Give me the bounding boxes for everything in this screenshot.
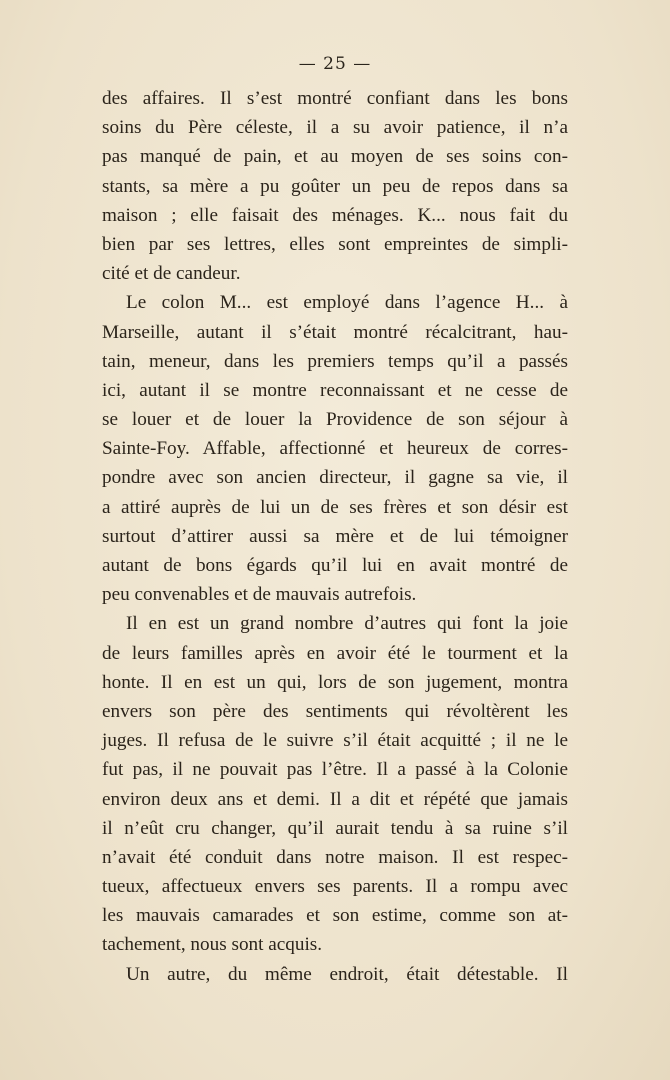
text-line: Le colon M... est employé dans l’agence H... à xyxy=(126,292,568,314)
paragraph xyxy=(102,960,568,989)
paragraph xyxy=(102,84,568,288)
body-text xyxy=(102,84,568,989)
paragraph xyxy=(102,609,568,959)
text-line: des affaires. Il s’est montré confiant dans les bons xyxy=(102,88,568,109)
text-line: il n’eût cru changer, qu’il aurait tendu à sa ruine s’il xyxy=(102,817,568,839)
paragraph xyxy=(102,288,568,609)
text-line: peu convenables et de mauvais autrefois. xyxy=(102,584,417,606)
text-line: stants, sa mère a pu goûter un peu de repos dans sa xyxy=(102,175,568,197)
text-line: tachement, nous sont acquis. xyxy=(102,934,323,956)
text-line: surtout d’attirer aussi sa mère et de lui témoigner xyxy=(102,525,568,547)
text-line: n’avait été conduit dans notre maison. Il est respec- xyxy=(102,846,568,868)
text-line: ici, autant il se montre reconnaissant et ne cesse de xyxy=(102,379,568,401)
text-line: envers son père des sentiments qui révoltèrent les xyxy=(102,700,568,722)
text-line: a attiré auprès de lui un de ses frères et son désir est xyxy=(102,496,568,518)
text-line: de leurs familles après en avoir été le tourment et la xyxy=(102,642,568,664)
text-line: bien par ses lettres, elles sont empreintes de simpli- xyxy=(102,233,568,255)
text-line: cité et de candeur. xyxy=(102,263,241,285)
text-line: pondre avec son ancien directeur, il gagne sa vie, il xyxy=(102,467,568,489)
text-line: juges. Il refusa de le suivre s’il était acquitté ; il ne le xyxy=(102,730,568,752)
text-line: Marseille, autant il s’était montré récalcitrant, hau- xyxy=(102,321,568,343)
text-line: Il en est un grand nombre d’autres qui font la joie xyxy=(126,613,568,635)
text-line: maison ; elle faisait des ménages. K... nous fait du xyxy=(102,204,568,226)
text-line: se louer et de louer la Providence de son séjour à xyxy=(102,409,568,431)
text-line: environ deux ans et demi. Il a dit et répété que jamais xyxy=(102,788,568,810)
text-line: fut pas, il ne pouvait pas l’être. Il a passé à la Colonie xyxy=(102,759,568,781)
text-line: tueux, affectueux envers ses parents. Il a rompu avec xyxy=(102,876,568,898)
text-line: les mauvais camarades et son estime, comme son at- xyxy=(102,905,568,927)
text-line: tain, meneur, dans les premiers temps qu’il a passés xyxy=(102,350,568,372)
text-line: Un autre, du même endroit, était détestable. Il xyxy=(126,963,568,985)
text-line: Sainte-Foy. Affable, affectionné et heureux de corres- xyxy=(102,438,568,460)
text-line: pas manqué de pain, et au moyen de ses soins con- xyxy=(102,146,568,168)
text-line: honte. Il en est un qui, lors de son jugement, montra xyxy=(102,671,568,693)
text-line: autant de bons égards qu’il lui en avait montré de xyxy=(102,555,568,576)
page-number: — 25 — xyxy=(298,54,372,74)
text-line: soins du Père céleste, il a su avoir patience, il n’a xyxy=(102,117,568,139)
